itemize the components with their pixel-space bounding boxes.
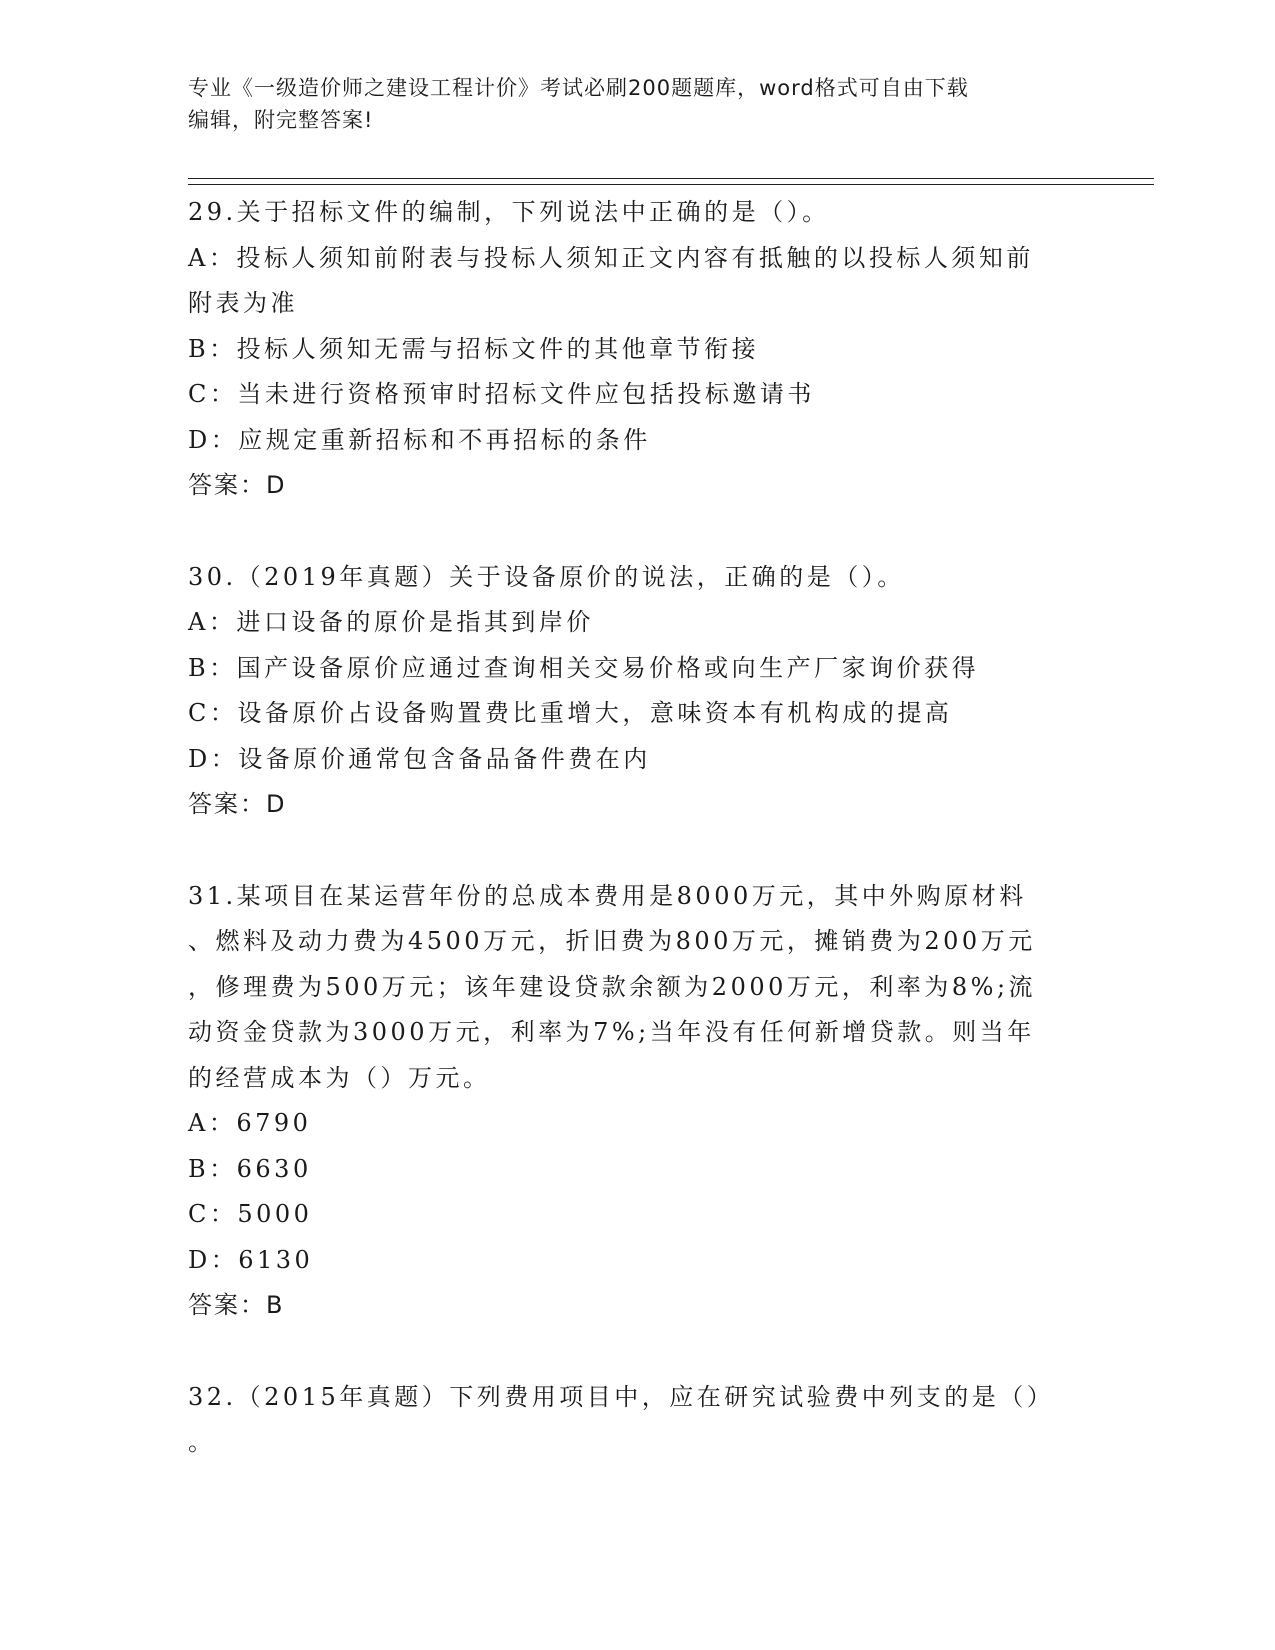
page-header — [188, 72, 1068, 136]
question-text: 30.（2019年真题）关于设备原价的说法，正确的是（）。 — [188, 562, 905, 591]
option-b: B：投标人须知无需与招标文件的其他章节衔接 — [188, 334, 760, 363]
question-text-line-3: ，修理费为500万元；该年建设贷款余额为2000万元，利率为8%;流 — [188, 972, 1037, 1001]
option-c: C：5000 — [188, 1200, 313, 1228]
header-rule-top — [188, 178, 1154, 179]
header-line-2: 编辑，附完整答案! — [188, 108, 374, 132]
question-30 — [188, 555, 1088, 828]
answer: 答案：D — [188, 471, 287, 499]
option-a: A：进口设备的原价是指其到岸价 — [188, 608, 594, 636]
header-rule-bottom — [188, 184, 1154, 185]
question-text-line-1: 32.（2015年真题）下列费用项目中，应在研究试验费中列支的是（） — [188, 1382, 1055, 1411]
option-d: D：设备原价通常包含备品备件费在内 — [188, 744, 651, 773]
option-d: D：6130 — [188, 1245, 314, 1274]
option-c: C：设备原价占设备购置费比重增大，意味资本有机构成的提高 — [188, 699, 953, 727]
option-b: B：国产设备原价应通过查询相关交易价格或向生产厂家询价获得 — [188, 653, 980, 682]
option-a: A：投标人须知前附表与投标人须知正文内容有抵触的以投标人须知前 — [188, 243, 1034, 272]
question-text: 29.关于招标文件的编制，下列说法中正确的是（）。 — [188, 198, 830, 226]
answer: 答案：B — [188, 1291, 285, 1319]
answer: 答案：D — [188, 790, 287, 818]
question-32 — [188, 1375, 1088, 1466]
question-31 — [188, 874, 1088, 1329]
option-a-continued: 附表为准 — [188, 289, 298, 317]
header-line-1: 专业《一级造价师之建设工程计价》考试必刷200题题库，word格式可自由下载 — [188, 76, 969, 100]
option-a: A：6790 — [188, 1109, 312, 1137]
question-text-line-1: 31.某项目在某运营年份的总成本费用是8000万元，其中外购原材料 — [188, 881, 1027, 910]
question-29 — [188, 190, 1088, 509]
option-d: D：应规定重新招标和不再招标的条件 — [188, 425, 651, 454]
question-list — [188, 190, 1088, 1466]
question-text-line-2: 。 — [188, 1428, 216, 1456]
question-text-line-5: 的经营成本为（）万元。 — [188, 1063, 491, 1092]
option-b: B：6630 — [188, 1154, 312, 1183]
option-c: C：当未进行资格预审时招标文件应包括投标邀请书 — [188, 380, 815, 408]
question-text-line-4: 动资金贷款为3000万元，利率为7%;当年没有任何新增贷款。则当年 — [188, 1018, 1035, 1046]
question-text-line-2: 、燃料及动力费为4500万元，折旧费为800万元，摊销费为200万元 — [188, 927, 1036, 955]
